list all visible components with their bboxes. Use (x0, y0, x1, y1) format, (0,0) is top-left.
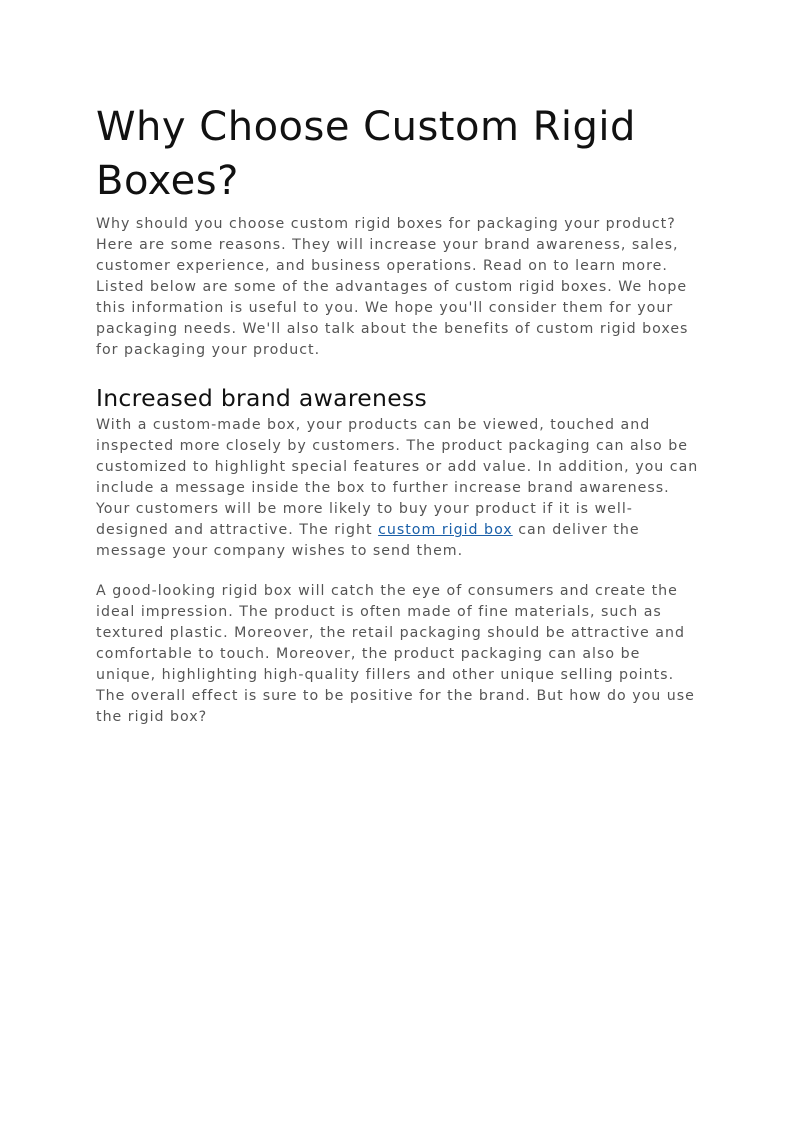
brand-awareness-paragraph-1 (96, 415, 700, 562)
page-title: Why Choose Custom Rigid Boxes? (96, 104, 636, 204)
paragraph-text: can deliver the message your company wishes to send them. (96, 522, 640, 559)
article (96, 100, 700, 747)
paragraph-text: With a custom-made box, your products can be viewed, touched and inspected more closely by customers. The product packaging can also be customized to highlight special features or add value. In addition, you can include a message inside the box to further increase brand awareness. Your customers will be more likely to buy your product if it is well-designed and attractive. The right (96, 417, 699, 538)
intro-paragraph: Why should you choose custom rigid boxes for packaging your product? Here are some reasons. They will increase your brand awareness, sales, customer experience, and business operations. Read on to learn more. Listed below are some of the advantages of custom rigid boxes. We hope this information is useful to you. We hope you'll consider them for your packaging needs. We'll also talk about the benefits of custom rigid boxes for packaging your product. (96, 216, 689, 358)
section-heading-brand-awareness: Increased brand awareness (96, 384, 428, 412)
custom-rigid-box-link[interactable]: custom rigid box (378, 522, 513, 538)
brand-awareness-paragraph-2: A good-looking rigid box will catch the eye of consumers and create the ideal impression. The product is often made of fine materials, such as textured plastic. Moreover, the retail packaging should be attractive and comfortable to touch. Moreover, the product packaging can also be unique, highlighting high-quality fillers and other unique selling points. The overall effect is sure to be positive for the brand. But how do you use the rigid box? (96, 583, 695, 725)
